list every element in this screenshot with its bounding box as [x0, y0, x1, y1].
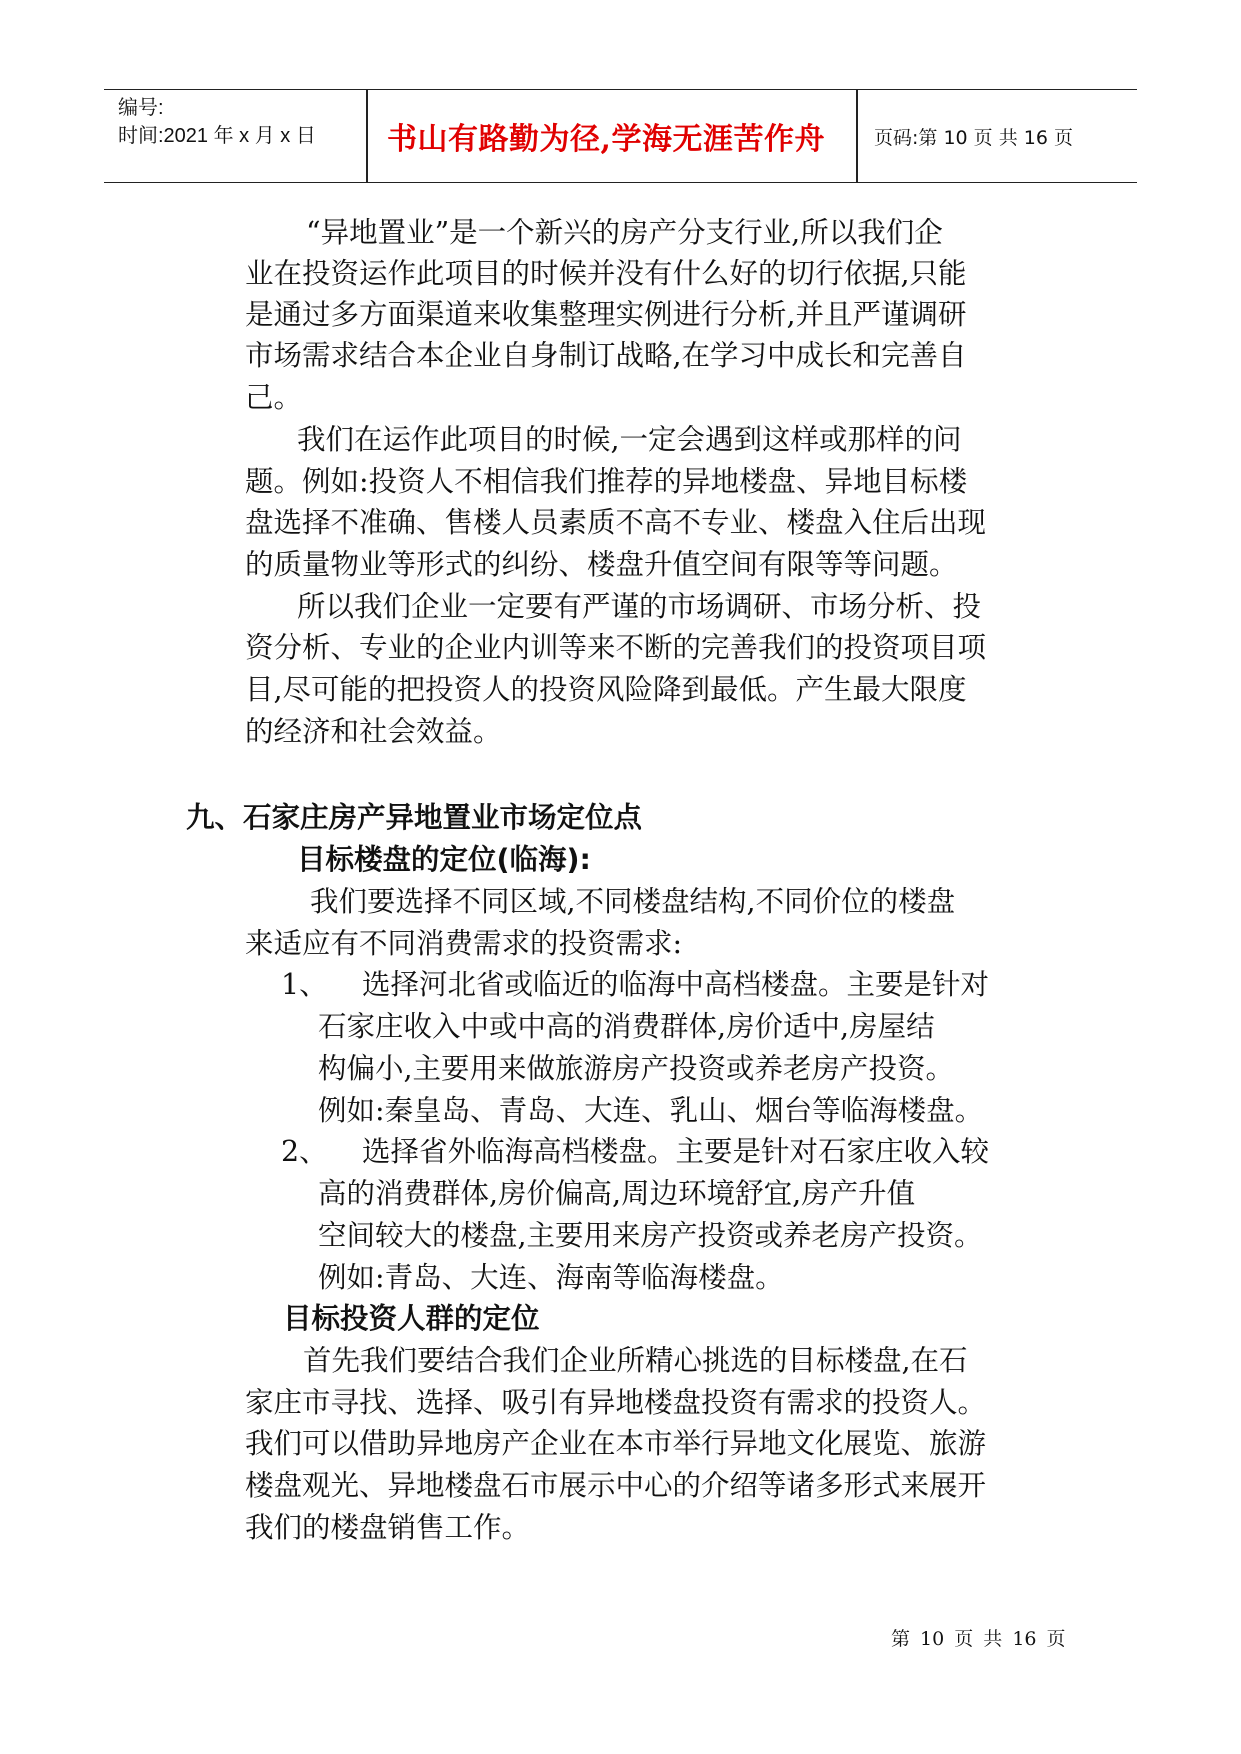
- paragraph-1-line: 市场需求结合本企业自身制订战略,在学习中成长和完善自: [245, 339, 967, 372]
- closing-paragraph-line: 首先我们要结合我们企业所精心挑选的目标楼盘,在石: [303, 1344, 968, 1377]
- page-header: [104, 89, 1137, 183]
- header-divider-right: [856, 90, 858, 182]
- list-item-line: 空间较大的楼盘,主要用来房产投资或养老房产投资。: [318, 1219, 983, 1252]
- list-item-line: 构偏小,主要用来做旅游房产投资或养老房产投资。: [318, 1052, 955, 1085]
- header-page-info: 页码:第 10 页 共 16 页: [874, 126, 1073, 149]
- paragraph-3-line: 资分析、专业的企业内训等来不断的完善我们的投资项目项: [245, 631, 987, 664]
- paragraph-3-line: 目,尽可能的把投资人的投资风险降到最低。产生最大限度: [245, 673, 967, 706]
- section-intro-line: 我们要选择不同区域,不同楼盘结构,不同价位的楼盘: [310, 885, 956, 918]
- list-item-line: 石家庄收入中或中高的消费群体,房价适中,房屋结: [318, 1010, 935, 1043]
- header-meta: [118, 94, 316, 150]
- list-item-line: 高的消费群体,房价偏高,周边环境舒宜,房产升值: [318, 1177, 916, 1210]
- section-title: 九、石家庄房产异地置业市场定位点: [186, 801, 643, 834]
- list-item-line: 选择省外临海高档楼盘。主要是针对石家庄收入较: [362, 1135, 990, 1168]
- section-intro-line: 来适应有不同消费需求的投资需求:: [245, 927, 683, 960]
- paragraph-2-line: 题。例如:投资人不相信我们推荐的异地楼盘、异地目标楼: [245, 465, 968, 498]
- closing-paragraph-line: 楼盘观光、异地楼盘石市展示中心的介绍等诸多形式来展开: [245, 1469, 987, 1502]
- list-item-line: 例如:青岛、大连、海南等临海楼盘。: [318, 1261, 784, 1294]
- page-footer: 第 10 页 共 16 页: [891, 1628, 1066, 1650]
- paragraph-1-line: 是通过多方面渠道来收集整理实例进行分析,并且严谨调研: [245, 298, 967, 331]
- closing-paragraph-line: 我们的楼盘销售工作。: [245, 1511, 531, 1544]
- list-item-line: 选择河北省或临近的临海中高档楼盘。主要是针对: [362, 968, 990, 1001]
- paragraph-2-line: 的质量物业等形式的纠纷、楼盘升值空间有限等等问题。: [245, 548, 958, 581]
- paragraph-3-line: 的经济和社会效益。: [245, 715, 502, 748]
- list-item-line: 例如:秦皇岛、青岛、大连、乳山、烟台等临海楼盘。: [318, 1094, 984, 1127]
- header-motto: 书山有路勤为径,学海无涯苦作舟: [387, 122, 825, 157]
- closing-paragraph-line: 家庄市寻找、选择、吸引有异地楼盘投资有需求的投资人。: [245, 1386, 987, 1419]
- list-item-number: 1、: [281, 968, 328, 1001]
- paragraph-2-line: 盘选择不准确、售楼人员素质不高不专业、楼盘入住后出现: [245, 506, 987, 539]
- subsection-title-investors: 目标投资人群的定位: [283, 1302, 540, 1335]
- closing-paragraph-line: 我们可以借助异地房产企业在本市举行异地文化展览、旅游: [245, 1427, 987, 1460]
- paragraph-1-line: “异地置业”是一个新兴的房产分支行业,所以我们企: [306, 216, 943, 249]
- paragraph-2-line: 我们在运作此项目的时候,一定会遇到这样或那样的问: [297, 423, 962, 456]
- paragraph-1-line: 业在投资运作此项目的时候并没有什么好的切行依据,只能: [245, 257, 967, 290]
- subsection-title-buildings: 目标楼盘的定位(临海):: [297, 843, 591, 876]
- paragraph-3-line: 所以我们企业一定要有严谨的市场调研、市场分析、投: [297, 590, 982, 623]
- time-label: 时间:2021 年 x 月 x 日: [118, 125, 316, 147]
- serial-label: 编号:: [118, 97, 164, 119]
- paragraph-1-line: 己。: [245, 381, 303, 414]
- list-item-number: 2、: [281, 1135, 328, 1168]
